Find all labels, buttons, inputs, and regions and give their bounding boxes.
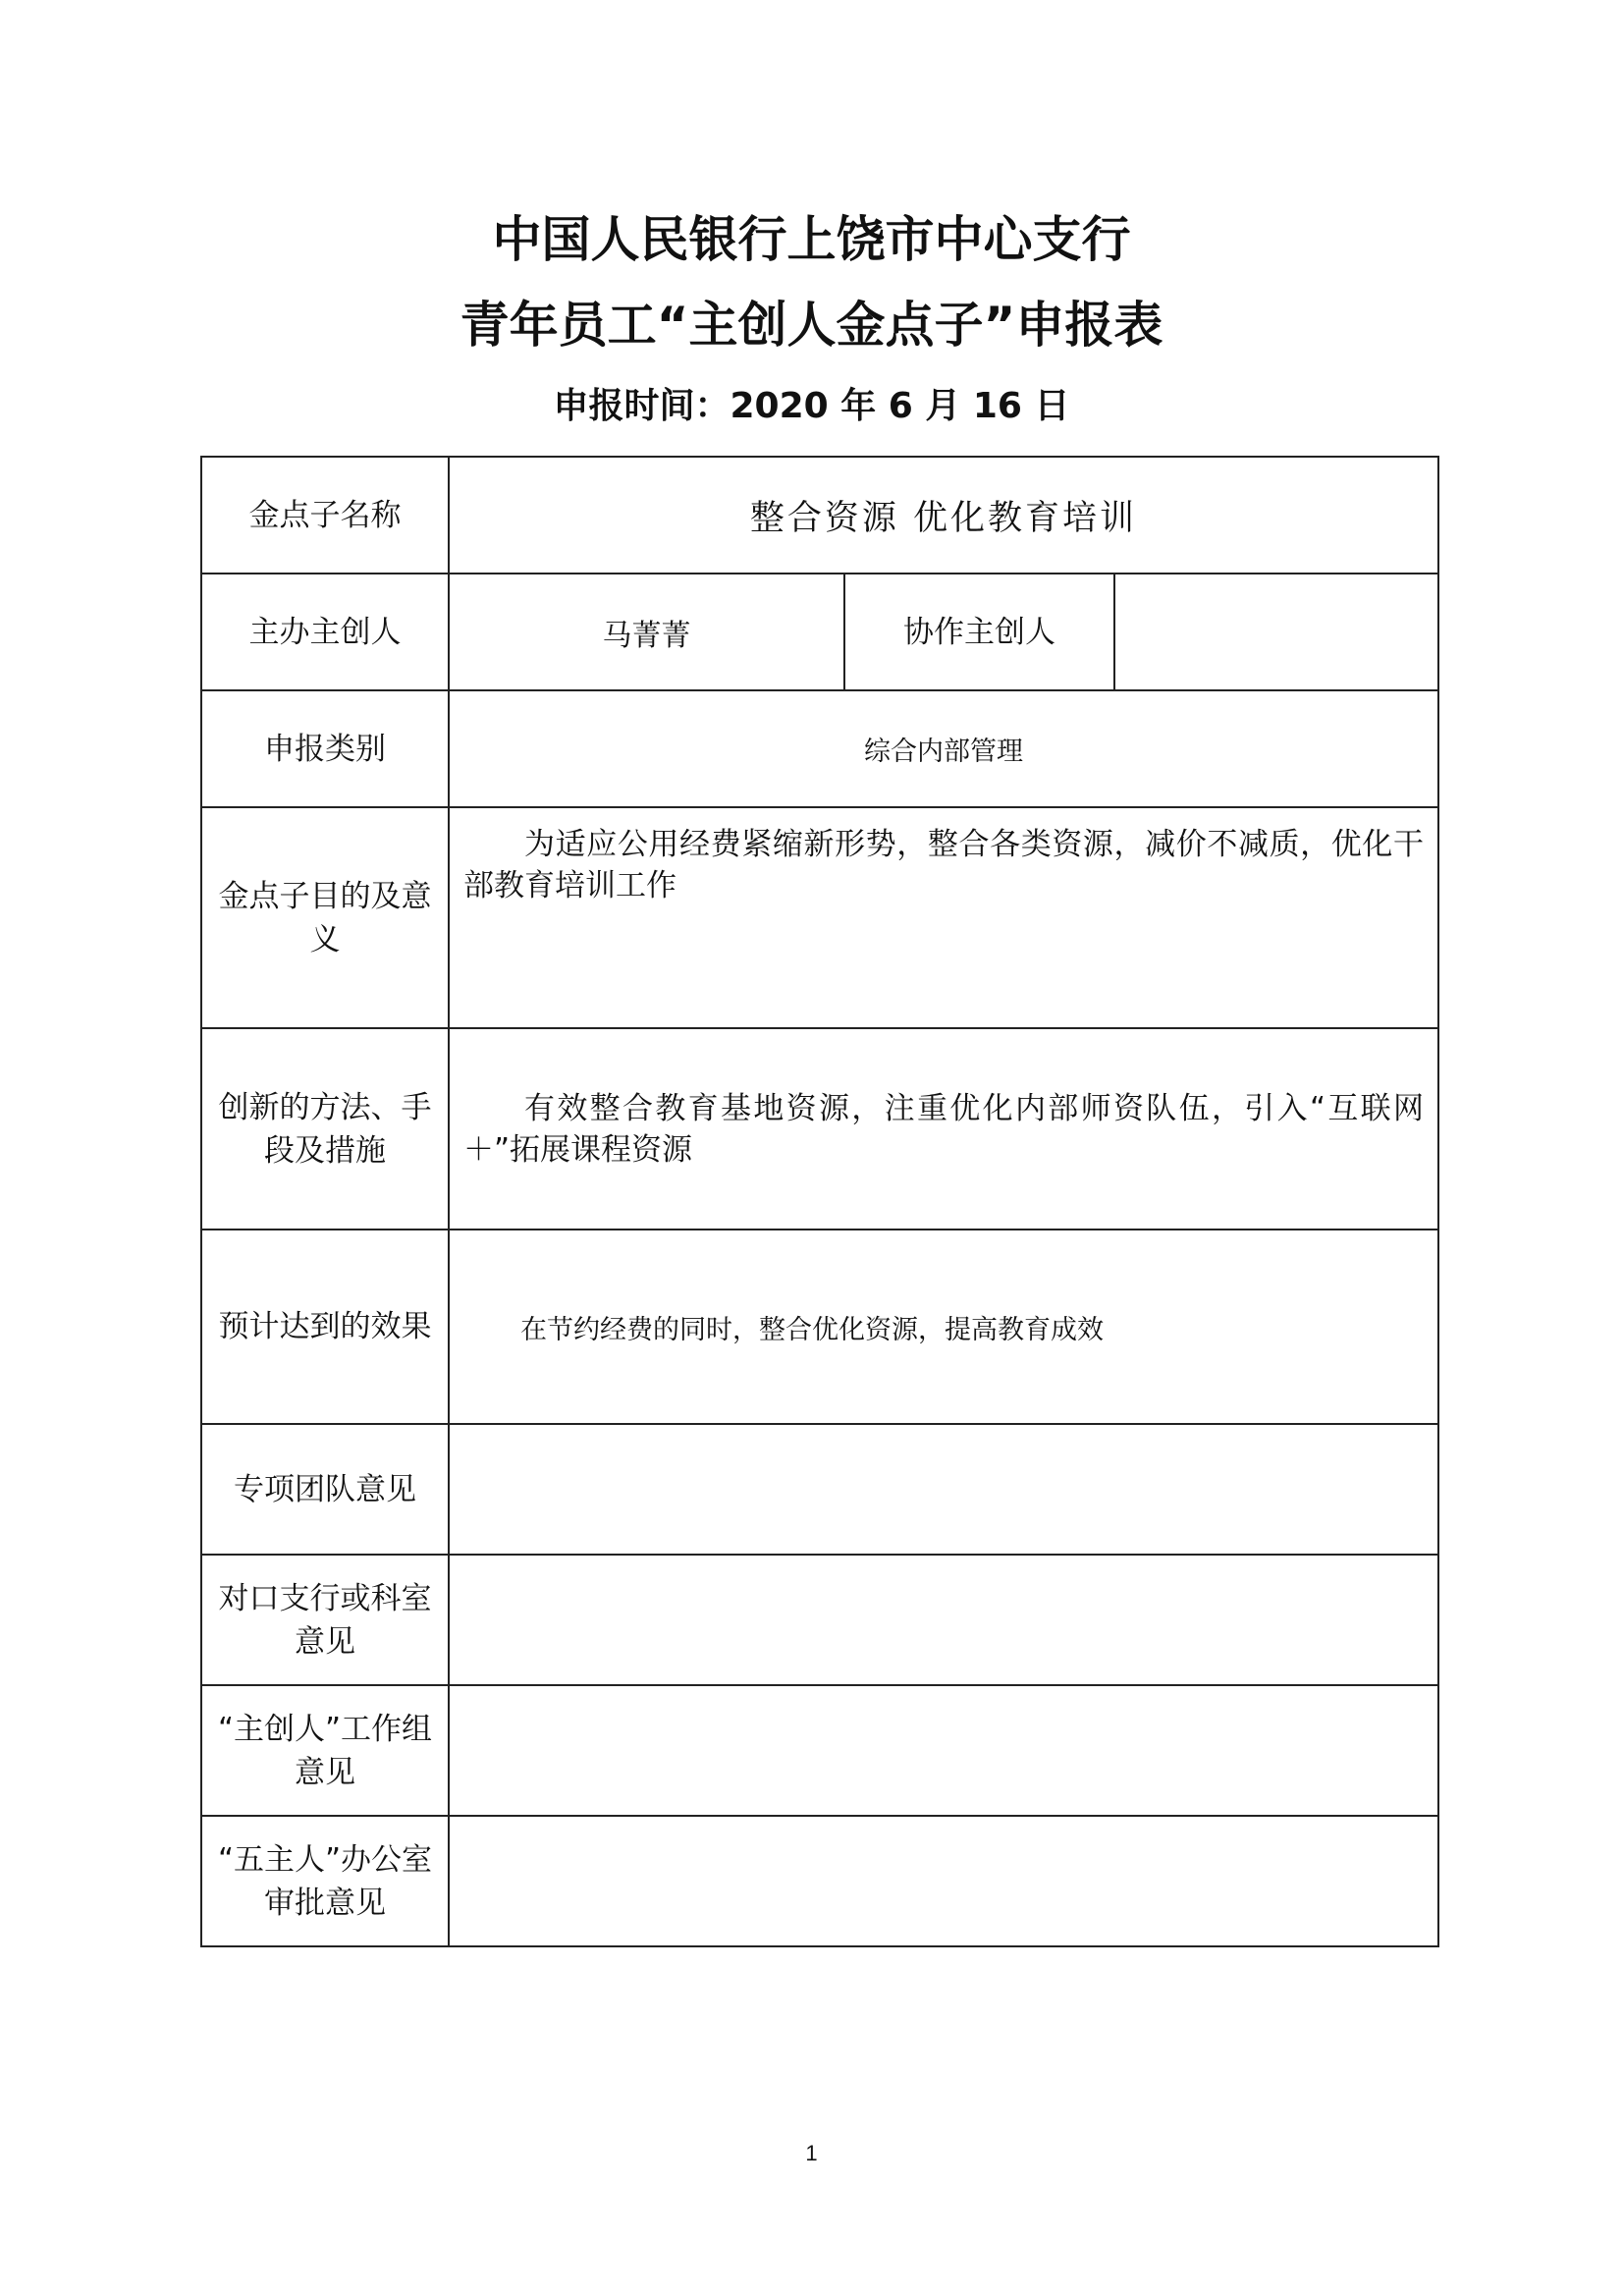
row-office-approval <box>201 1816 1438 1946</box>
workgroup-opinion-label: “主创人”工作组意见 <box>201 1685 449 1816</box>
lead-creator-label: 主办主创人 <box>201 574 449 690</box>
row-branch-opinion <box>201 1555 1438 1685</box>
row-creators <box>201 574 1438 690</box>
row-purpose <box>201 807 1438 1028</box>
row-category <box>201 690 1438 807</box>
office-approval-value <box>449 1816 1438 1946</box>
branch-opinion-label: 对口支行或科室意见 <box>201 1555 449 1685</box>
category-value: 综合内部管理 <box>449 690 1438 807</box>
co-creator-label: 协作主创人 <box>844 574 1114 690</box>
team-opinion-label: 专项团队意见 <box>201 1424 449 1555</box>
row-team-opinion <box>201 1424 1438 1555</box>
lead-creator-value: 马菁菁 <box>449 574 844 690</box>
workgroup-opinion-value <box>449 1685 1438 1816</box>
office-approval-label: “五主人”办公室审批意见 <box>201 1816 449 1946</box>
row-idea-name <box>201 457 1438 574</box>
row-workgroup-opinion <box>201 1685 1438 1816</box>
methods-value: 有效整合教育基地资源，注重优化内部师资队伍，引入“互联网＋”拓展课程资源 <box>449 1028 1438 1230</box>
row-methods <box>201 1028 1438 1230</box>
submission-date: 申报时间：2020 年 6 月 16 日 <box>553 386 1070 426</box>
team-opinion-value <box>449 1424 1438 1555</box>
effect-value: 在节约经费的同时，整合优化资源，提高教育成效 <box>449 1230 1438 1424</box>
methods-label: 创新的方法、手段及措施 <box>201 1028 449 1230</box>
category-label: 申报类别 <box>201 690 449 807</box>
application-form-table <box>200 456 1439 1947</box>
document-title-line1: 中国人民银行上饶市中心支行 <box>492 211 1131 268</box>
document-title-line2: 青年员工“主创人金点子”申报表 <box>460 297 1163 354</box>
idea-name-label: 金点子名称 <box>201 457 449 574</box>
purpose-label: 金点子目的及意义 <box>201 807 449 1028</box>
page-number: 1 <box>805 2141 818 2165</box>
branch-opinion-value <box>449 1555 1438 1685</box>
co-creator-value <box>1114 574 1438 690</box>
effect-label: 预计达到的效果 <box>201 1230 449 1424</box>
purpose-value: 为适应公用经费紧缩新形势，整合各类资源，减价不减质，优化干部教育培训工作 <box>449 807 1438 1028</box>
row-effect <box>201 1230 1438 1424</box>
idea-name-value: 整合资源 优化教育培训 <box>449 457 1438 574</box>
